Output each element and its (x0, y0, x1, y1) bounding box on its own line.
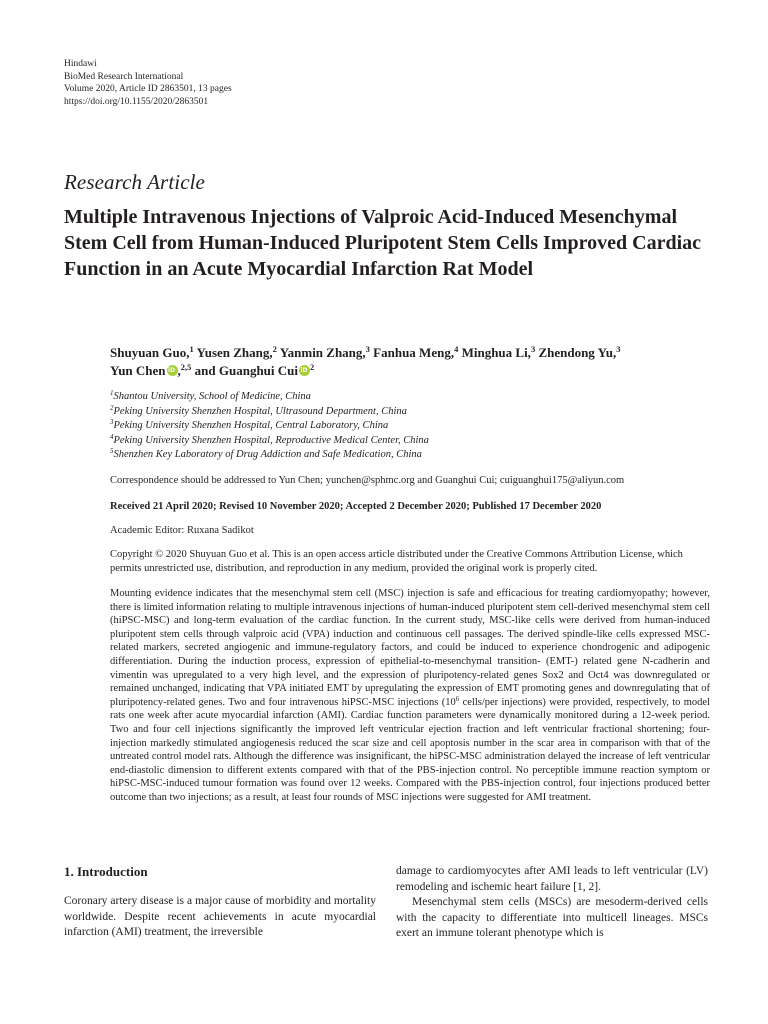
author-affil-mark: 2 (272, 344, 277, 354)
body-paragraph: Coronary artery disease is a major cause of morbidity and mortality worldwide. Despite recent achievements in acute myocardial infarction (AMI) treatment, the irreversible (64, 895, 376, 939)
affiliation-item: $^4$Peking University Shenzhen Hospital, Reproductive Medical Center, China (110, 432, 429, 446)
author-affil-mark: 2,5 (180, 362, 192, 372)
affiliation-item: $^5$Shenzhen Key Laboratory of Drug Addiction and Safe Medication, China (110, 447, 422, 460)
journal-name: BioMed Research International (64, 71, 184, 82)
doi-link[interactable]: https://doi.org/10.1155/2020/2863501 (64, 96, 209, 107)
author-affil-mark: 1 (189, 344, 194, 354)
section-heading: 1. Introduction (64, 864, 148, 879)
author-name: Yusen Zhang, (196, 345, 273, 360)
publisher-name: Hindawi (64, 59, 97, 69)
article-title: Multiple Intravenous Injections of Valproic Acid-Induced Mesenchymal Stem Cell from Human-Induced Pluripotent Stem Cells Improved Cardiac Function in an Acute Myocardial Infarction Rat Model (64, 206, 702, 280)
author-affil-mark: 3 (530, 344, 536, 354)
left-column (64, 894, 376, 941)
author-affil-mark: 3 (365, 344, 370, 354)
orcid-icon[interactable] (167, 365, 178, 376)
exponent: 6 (455, 694, 460, 703)
author-name: Fanhua Meng, (373, 345, 455, 360)
correspondence-line: Correspondence should be addressed to Yun Chen; yunchen@sphmc.org and Guanghui Cui; cuiguanghui175@aliyun.com (110, 475, 625, 486)
body-paragraph: damage to cardiomyocytes after AMI leads to left ventricular (LV) remodeling and ischemic heart failure [1, 2]. (396, 865, 708, 893)
body-paragraph: Mesenchymal stem cells (MSCs) are mesoderm-derived cells with the capacity to differentiate into multicell lineages. MSCs exert an immune tolerant phenotype which is (396, 896, 708, 940)
author-name: Zhendong Yu, (538, 345, 617, 360)
author-affil-mark: 2 (310, 362, 315, 372)
right-column (396, 864, 708, 942)
affiliation-item: $^1$Shantou University, School of Medicine, China (110, 389, 311, 402)
author-connector: and (194, 363, 216, 378)
publication-dates: Received 21 April 2020; Revised 10 November 2020; Accepted 2 December 2020; Published 17 December 2020 (110, 501, 602, 512)
author-affil-mark: 4 (454, 344, 459, 354)
orcid-icon[interactable] (299, 365, 310, 376)
copyright-notice: Copyright © 2020 Shuyuan Guo et al. This is an open access article distributed under the Creative Commons Attribution License, which permits unrestricted use, distribution, and reproduction in any medium, provided the original work is properly cited. (110, 549, 683, 574)
article-type: Research Article (64, 170, 205, 194)
author-name: Shuyuan Guo, (110, 345, 190, 360)
volume-line: Volume 2020, Article ID 2863501, 13 pages (64, 84, 232, 94)
academic-editor: Academic Editor: Ruxana Sadikot (110, 525, 254, 536)
journal-header (64, 58, 232, 108)
affiliation-item: $^2$Peking University Shenzhen Hospital, Ultrasound Department, China (110, 403, 407, 417)
author-name: Guanghui Cui (218, 363, 298, 378)
author-list: Shuyuan Guo,$^1$ Yusen Zhang,$^2$ Yanmin Zhang,$^3$ Fanhua Meng,$^4$ Minghua Li,$^3$ Zhendong Yu,$^3$ Yun CheniD ,$^{2,5}$ and Guanghui CuiiD $^2$ (110, 344, 720, 380)
affiliation-item: $^3$Peking University Shenzhen Hospital, Central Laboratory, China (110, 418, 389, 431)
abstract: Mounting evidence indicates that the mesenchymal stem cell (MSC) injection is safe and efficacious for treating cardiomyopathy; however, there is limited information relating to multiple intravenous injections of human-induced pluripotent stem cell-derived mesenchymal stem cell (hiPSC-MSC) and long-term evaluation of the cardiac function. In the current study, MSC-like cells were derived from human-induced pluripotent stem cells through valproic acid (VPA) induction and continuous cell passages. The derived spindle-like cells expressed MSC-related markers, secreted angiogenic and immune-regulatory factors, and could be induced to experience chondrogenic and adipogenic differentiation. During the induction process, expression of epithelial-to-mesenchymal transition- (EMT-) related gene N-cadherin and vimentin was upregulated to a very high level, and the expression of pluripotency-related genes Sox2 and Oct4 was downregulated or remained unchanged, indicating that VPA initiated EMT by upregulating the expression of EMT promoting genes and downregulating that of pluripotency-related genes. Two and four intravenous hiPSC-MSC injections ($10^6$ cells/per injections) were provided, respectively, to model rats one week after acute myocardial infarction (AMI). Cardiac function parameters were dynamically monitored during a 12-week period. Two and four cell injections significantly the improved left ventricular ejection fraction and left ventricular fractional shortening; four-injection markedly stimulated angiogenesis reduced the scar size and cell apoptosis number in the scar area in comparison with that of the untreated control model rats. Although the difference was insignificant, the hiPSC-MSC administration delayed the increase of left ventricular end-diastolic dimension to different extents compared with that of the PBS-injection control. No perceptible immune reaction symptom or hiPSC-MSC-induced tumour formation was found over 12 weeks. Compared with the PBS-injection control, four injections produced better outcome than two injections; as a result, at least four rounds of MSC injections were suggested for AMI treatment. (110, 588, 710, 803)
author-affil-mark: 3 (616, 344, 621, 354)
author-name: Yanmin Zhang, (279, 345, 366, 360)
author-name: Yun Chen (110, 363, 166, 378)
affiliation-list (110, 390, 720, 463)
author-name: Minghua Li, (461, 345, 531, 360)
